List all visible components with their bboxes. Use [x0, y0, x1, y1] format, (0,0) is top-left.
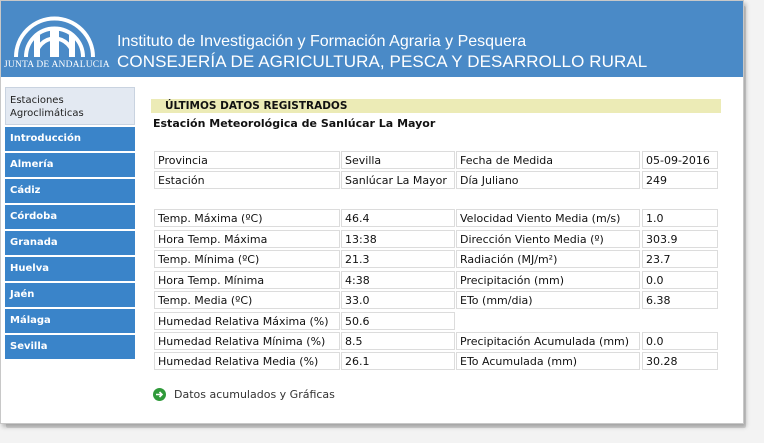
arrow-right-icon[interactable]: [153, 388, 166, 401]
junta-andalucia-logo[interactable]: [4, 5, 110, 73]
tmin-value: 21.3: [341, 250, 455, 268]
vviento-value: 1.0: [642, 209, 718, 227]
tmax-label: Temp. Máxima (ºC): [154, 209, 340, 227]
tmed-label: Temp. Media (ºC): [154, 291, 340, 309]
sidebar-item-cordoba[interactable]: Córdoba: [5, 205, 135, 229]
dia-juliano-value: 249: [642, 171, 718, 189]
dia-juliano-label: Día Juliano: [456, 171, 640, 189]
tmin-label: Temp. Mínima (ºC): [154, 250, 340, 268]
station-title: Estación Meteorológica de Sanlúcar La Mayor: [153, 117, 436, 130]
tmax-value: 46.4: [341, 209, 455, 227]
radiacion-label: Radiación (MJ/m²): [456, 250, 640, 268]
datos-acumulados-link[interactable]: [153, 388, 335, 401]
main-content: [151, 99, 723, 130]
htmax-value: 13:38: [341, 230, 455, 248]
ministry-name: CONSEJERÍA DE AGRICULTURA, PESCA Y DESARROLLO RURAL: [117, 52, 648, 71]
radiacion-value: 23.7: [642, 250, 718, 268]
estacion-value: Sanlúcar La Mayor: [341, 171, 455, 189]
hrmin-value: 8.5: [341, 332, 455, 350]
hrmed-label: Humedad Relativa Media (%): [154, 352, 340, 370]
datos-acumulados-label[interactable]: Datos acumulados y Gráficas: [174, 388, 335, 401]
sidebar-heading[interactable]: Estaciones Agroclimáticas: [5, 87, 135, 125]
section-title: ÚLTIMOS DATOS REGISTRADOS: [151, 99, 721, 113]
hrmax-value: 50.6: [341, 312, 455, 330]
tmed-value: 33.0: [341, 291, 455, 309]
sidebar-item-introduccion[interactable]: Introducción: [5, 127, 135, 151]
eto-acumulada-label: ETo Acumulada (mm): [456, 352, 640, 370]
eto-value: 6.38: [642, 291, 718, 309]
precip-acumulada-value: 0.0: [642, 332, 718, 350]
hrmax-label: Humedad Relativa Máxima (%): [154, 312, 340, 330]
estacion-label: Estación: [154, 171, 340, 189]
fecha-label: Fecha de Medida: [456, 151, 640, 169]
hrmed-value: 26.1: [341, 352, 455, 370]
hrmin-label: Humedad Relativa Mínima (%): [154, 332, 340, 350]
institute-name: Instituto de Investigación y Formación Agraria y Pesquera: [117, 33, 527, 50]
htmin-label: Hora Temp. Mínima: [154, 271, 340, 289]
sidebar: [5, 87, 135, 359]
header-banner: [1, 1, 744, 77]
sidebar-item-cadiz[interactable]: Cádiz: [5, 179, 135, 203]
vviento-label: Velocidad Viento Media (m/s): [456, 209, 640, 227]
sidebar-item-huelva[interactable]: Huelva: [5, 257, 135, 281]
provincia-label: Provincia: [154, 151, 340, 169]
provincia-value: Sevilla: [341, 151, 455, 169]
precipitacion-value: 0.0: [642, 271, 718, 289]
dviento-value: 303.9: [642, 230, 718, 248]
fecha-value: 05-09-2016: [642, 151, 718, 169]
precipitacion-label: Precipitación (mm): [456, 271, 640, 289]
sidebar-item-malaga[interactable]: Málaga: [5, 309, 135, 333]
sidebar-item-almeria[interactable]: Almería: [5, 153, 135, 177]
precip-acumulada-label: Precipitación Acumulada (mm): [456, 332, 640, 350]
eto-acumulada-value: 30.28: [642, 352, 718, 370]
eto-label: ETo (mm/dia): [456, 291, 640, 309]
htmax-label: Hora Temp. Máxima: [154, 230, 340, 248]
logo-text: JUNTA DE ANDALUCIA: [4, 60, 110, 70]
logo-arches-icon: [4, 5, 105, 59]
htmin-value: 4:38: [341, 271, 455, 289]
sidebar-item-jaen[interactable]: Jaén: [5, 283, 135, 307]
dviento-label: Dirección Viento Media (º): [456, 230, 640, 248]
sidebar-item-sevilla[interactable]: Sevilla: [5, 335, 135, 359]
sidebar-item-granada[interactable]: Granada: [5, 231, 135, 255]
